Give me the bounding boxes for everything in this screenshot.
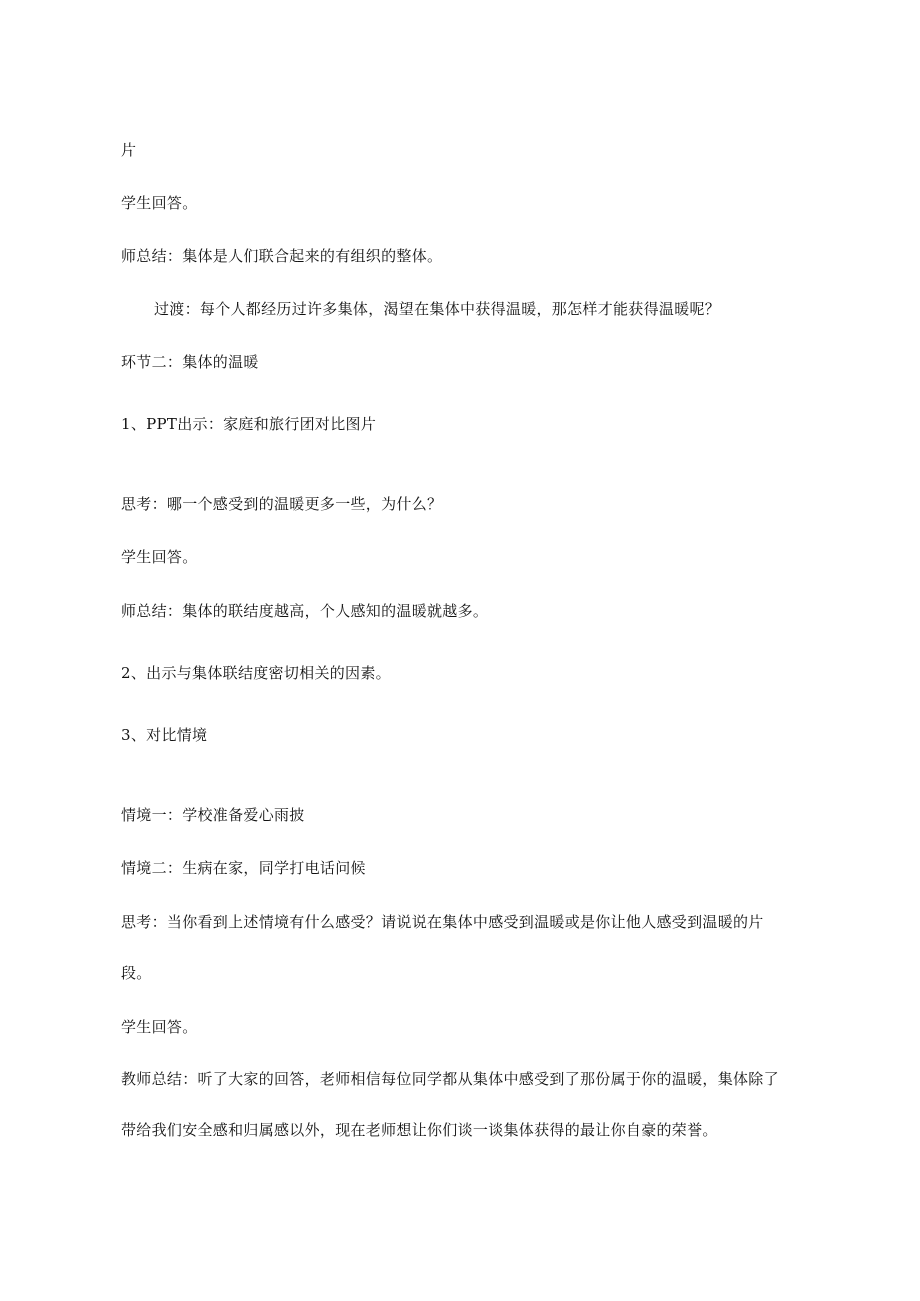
- text-line-question: 思考：当你看到上述情境有什么感受？请说说在集体中感受到温暖或是你让他人感受到温暖的片: [121, 913, 764, 931]
- text-line-teacher-summary-cont: 带给我们安全感和归属感以外，现在老师想让你们谈一谈集体获得的最让你自豪的荣誉。: [121, 1121, 718, 1139]
- text-line-question-cont: 段。: [121, 964, 152, 982]
- text-line-ppt: 1、PPT出示：家庭和旅行团对比图片: [121, 415, 377, 433]
- text-line-teacher-summary: 教师总结：听了大家的回答，老师相信每位同学都从集体中感受到了那份属于你的温暖，集体除了: [121, 1070, 779, 1088]
- text-line-transition: 过渡：每个人都经历过许多集体，渴望在集体中获得温暖，那怎样才能获得温暖呢？: [154, 300, 721, 318]
- section-heading: 环节二：集体的温暖: [121, 353, 259, 371]
- text-line-scenario-two: 情境二：生病在家，同学打电话问候: [121, 859, 366, 877]
- text-line-scenario-one: 情境一：学校准备爱心雨披: [121, 806, 305, 824]
- text-line-student-answer: 学生回答。: [121, 194, 198, 212]
- text-line-compare: 3、对比情境: [121, 726, 208, 744]
- text-line-student-answer: 学生回答。: [121, 548, 198, 566]
- text-line-teacher-summary: 师总结：集体的联结度越高，个人感知的温暖就越多。: [121, 602, 489, 620]
- text-line-fragment: 片: [121, 141, 137, 159]
- text-line-teacher-summary: 师总结：集体是人们联合起来的有组织的整体。: [121, 247, 443, 265]
- text-line-question: 思考：哪一个感受到的温暖更多一些，为什么？: [121, 495, 443, 513]
- text-line-student-answer: 学生回答。: [121, 1018, 198, 1036]
- text-line-factors: 2、出示与集体联结度密切相关的因素。: [121, 664, 391, 682]
